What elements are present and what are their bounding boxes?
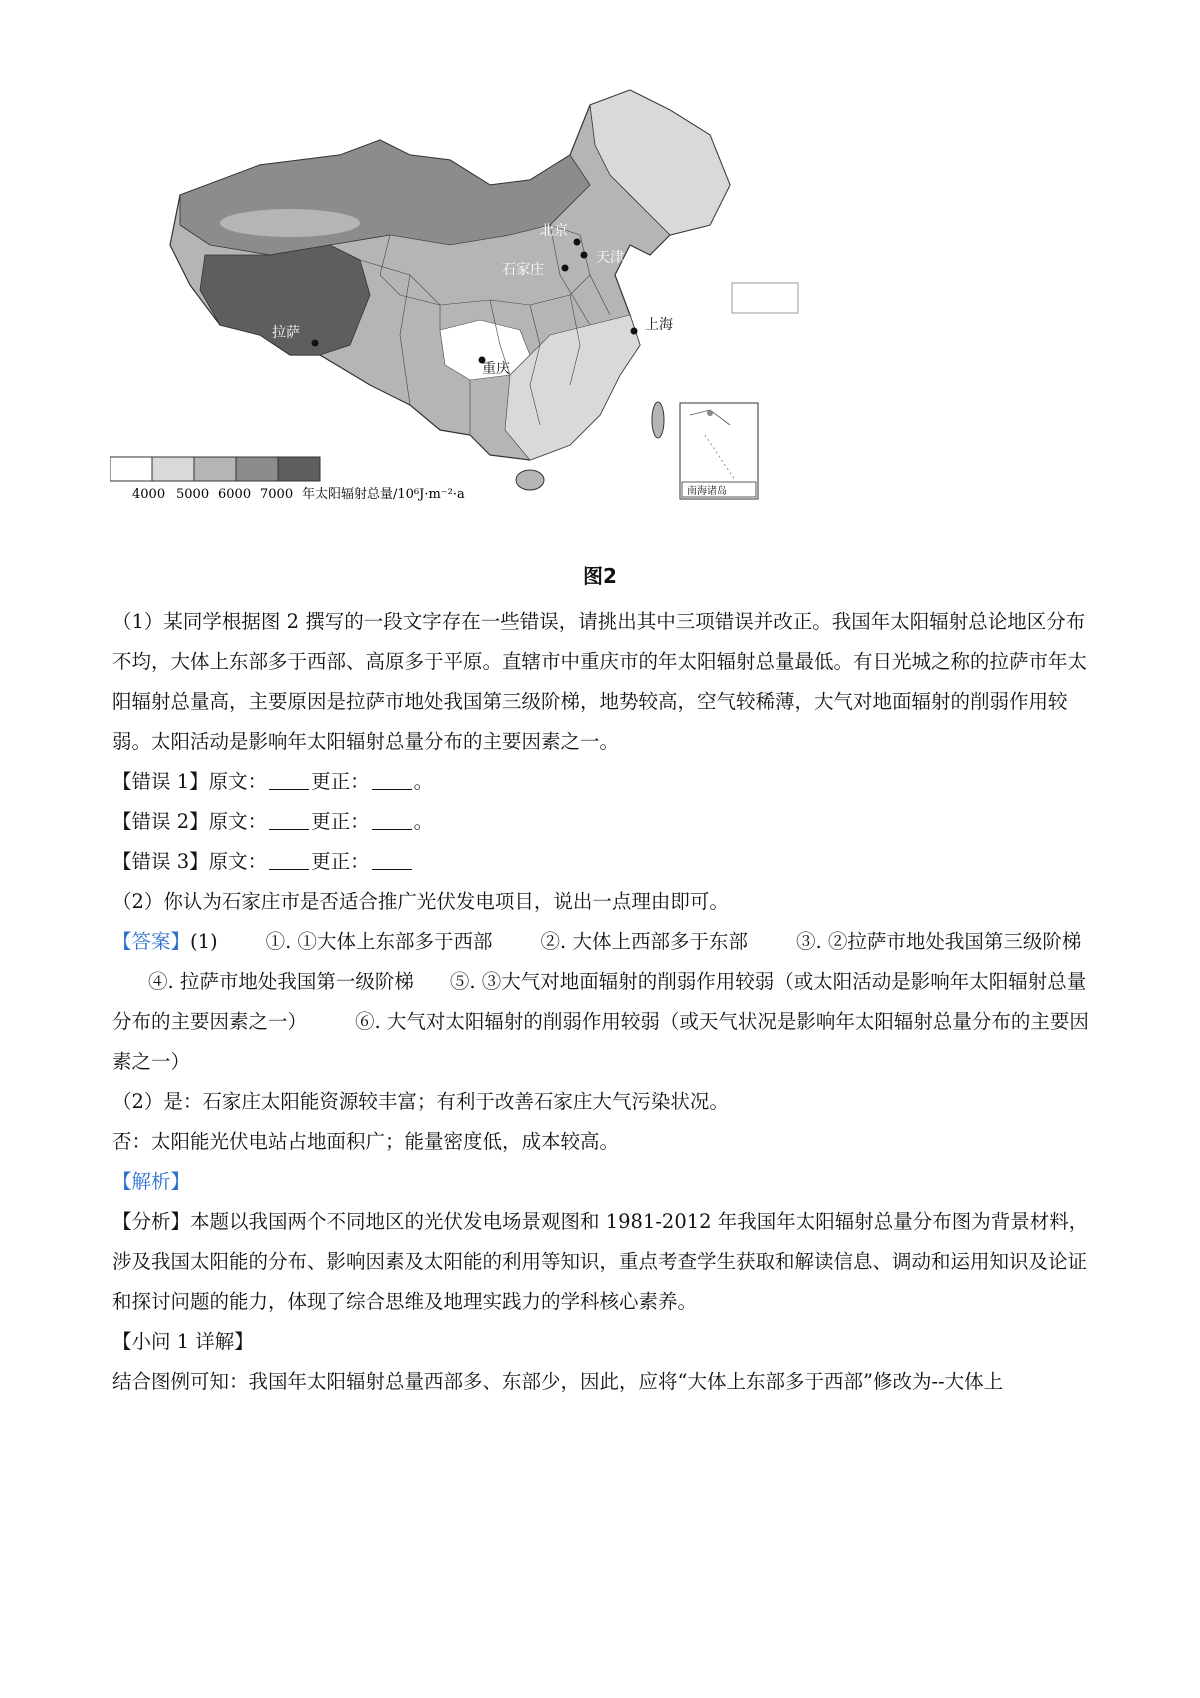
answer-tag: 【答案】 [112, 930, 191, 953]
south-china-sea-inset [680, 403, 758, 499]
solar-radiation-map [110, 85, 900, 555]
label-chongqing: 重庆 [482, 361, 510, 377]
analysis-fenxi: 【分析】本题以我国两个不同地区的光伏发电场景观图和 1981-2012 年我国年太阳辐射总量分布图为背景材料，涉及我国太阳能的分布、影响因素及太阳能的利用等知识，重点考查学生获取和解读信息、调动和运用知识及论证和探讨问题的能力，体现了综合思维及地理实践力的学科核心素养。 [112, 1210, 1089, 1313]
answer-part2-no: 否：太阳能光伏电站占地面积广；能量密度低，成本较高。 [112, 1130, 620, 1153]
error-line-2: 【错误 2】原文： 更正： 。 [112, 810, 434, 833]
error-line-1: 【错误 1】原文： 更正： 。 [112, 770, 434, 793]
legend-swatch-4 [236, 457, 278, 481]
label-shanghai: 上海 [645, 317, 673, 333]
question1-prompt: （1）某同学根据图 2 撰写的一段文字存在一些错误，请挑出其中三项错误并改正。我国年太阳辐射总论地区分布不均，大体上东部多于西部、高原多于平原。直辖市中重庆市的年太阳辐射总量最低。有日光城之称的拉萨市年太阳辐射总量高，主要原因是拉萨市地处我国第三级阶梯，地势较高，空气较稀薄，大气对地面辐射的削弱作用较弱。太阳活动是影响年太阳辐射总量分布的主要因素之一。 [112, 610, 1088, 753]
legend [110, 457, 465, 502]
legend-title: 年太阳辐射总量/10⁶J·m⁻²·a [302, 487, 465, 502]
region-xinjiang-light [220, 209, 360, 237]
answer-item-5: ⑤. ③大气对地面辐射的削弱作用较弱（或太阳活动是影响年太阳辐射总量分布的主要因素之一） [112, 970, 1087, 1033]
legend-tick-4: 7000 [260, 487, 294, 502]
answer-part1: 【答案】(1) ①. ①大体上东部多于西部 ②. 大体上西部多于东部 ③. ②拉萨市地处我国第三级阶梯④. 拉萨市地处我国第一级阶梯 ⑤. ③大气对地面辐射的削弱作用较弱（或太阳活动是影响年太阳辐射总量分布的主要因素之一） ⑥. 大气对太阳辐射的削弱作用较弱（或天气状况是影响年太阳辐射总量分布的主要因素之一） [112, 930, 1089, 1073]
figure-caption: 图2 [583, 564, 617, 588]
taiwan-island [652, 402, 664, 438]
inset-label: 南海诸岛 [687, 486, 727, 497]
legend-swatch-1 [110, 457, 152, 481]
answer-item-2: ②. 大体上西部多于东部 [540, 930, 748, 953]
error-line-3: 【错误 3】原文： 更正： [112, 842, 1102, 882]
blank-box [732, 283, 798, 313]
legend-swatch-3 [194, 457, 236, 481]
analysis-tag: 【解析】 [112, 1170, 191, 1193]
answer-part2-yes: （2）是：石家庄太阳能资源较丰富；有利于改善石家庄大气污染状况。 [112, 1090, 729, 1113]
label-tianjin: 天津 [596, 250, 624, 266]
sub1-text: 结合图例可知：我国年太阳辐射总量西部多、东部少，因此，应将“大体上东部多于西部”修改为--大体上 [112, 1370, 1004, 1393]
label-lhasa: 拉萨 [272, 325, 300, 341]
label-beijing: 北京 [540, 223, 568, 239]
china-map-svg [110, 85, 900, 555]
sub1-title: 【小问 1 详解】 [112, 1330, 254, 1353]
legend-tick-2: 5000 [176, 487, 210, 502]
answer-item-1: ①. ①大体上东部多于西部 [265, 930, 493, 953]
hainan-island [516, 470, 544, 490]
document-body [112, 602, 1102, 1402]
legend-swatch-2 [152, 457, 194, 481]
answer-item-3: ③. ②拉萨市地处我国第三级阶梯 [795, 930, 1082, 953]
legend-tick-3: 6000 [218, 487, 252, 502]
legend-swatch-5 [278, 457, 320, 481]
answer-item-4: ④. 拉萨市地处我国第一级阶梯 [148, 970, 414, 993]
answer-item-6: ⑥. 大气对太阳辐射的削弱作用较弱（或天气状况是影响年太阳辐射总量分布的主要因素之一） [112, 1010, 1089, 1073]
legend-tick-1: 4000 [132, 487, 166, 502]
label-shijiazhuang: 石家庄 [502, 262, 544, 278]
question2-prompt: （2）你认为石家庄市是否适合推广光伏发电项目，说出一点理由即可。 [112, 890, 729, 913]
